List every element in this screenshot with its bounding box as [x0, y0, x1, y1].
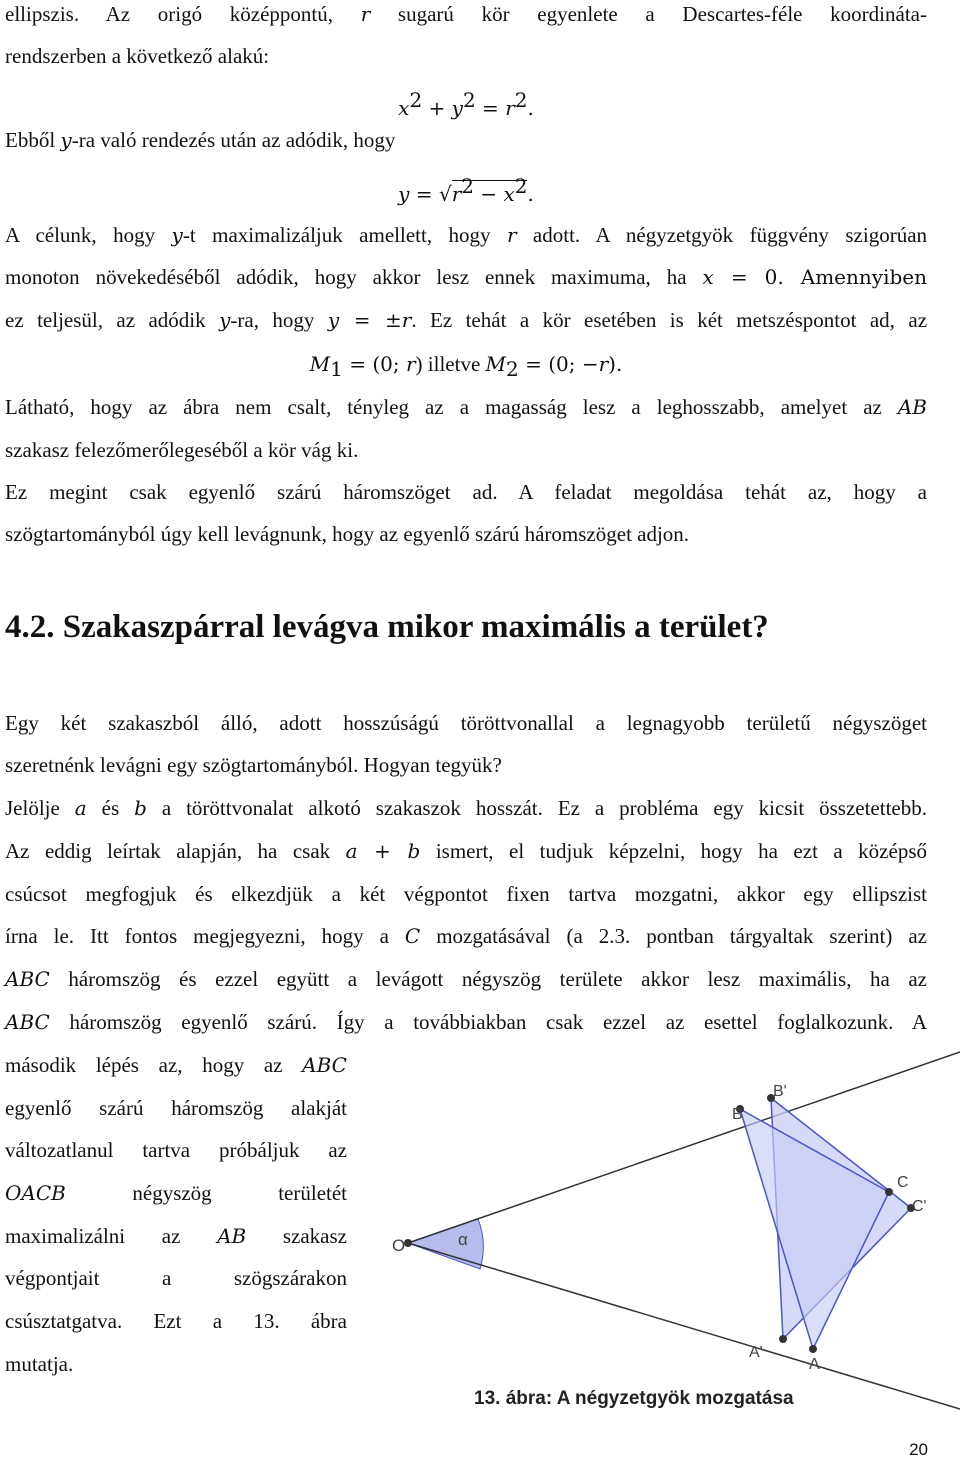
- text-line: egyenlő szárú háromszög alakját: [5, 1096, 347, 1120]
- text-line: szögtartományból úgy kell levágnunk, hogy az egyenlő szárú háromszöget adjon.: [5, 522, 690, 546]
- text-line: második lépés az, hogy az ABC: [5, 1053, 347, 1077]
- label-b-prime: B': [773, 1083, 787, 1100]
- point-a-prime: [779, 1335, 787, 1343]
- text-line: ez teljesül, az adódik y-ra, hogy y = ±r. Ez tehát a kör esetében is két metszéspontot ad, az: [5, 308, 928, 332]
- quadrilateral-figure: [368, 1047, 960, 1419]
- equation-sqrt: $y = √r^2 - x^2$.: [398, 174, 534, 206]
- page-number: 20: [909, 1440, 928, 1459]
- ray-lower: [408, 1243, 960, 1409]
- equation-intersections: $M_1 = (0$; r) illetve $M_2 = (0$; −r).: [309, 352, 623, 382]
- text-line: ABC háromszög és ezzel együtt a levágott négyszög területe akkor lesz maximális, ha az: [5, 967, 927, 991]
- point-c: [885, 1188, 893, 1196]
- label-b: B: [732, 1106, 743, 1123]
- text-line: Ebből y-ra való rendezés után az adódik, hogy: [5, 128, 396, 152]
- text-line: mutatja.: [5, 1352, 74, 1376]
- figure-caption: 13. ábra: A négyzetgyök mozgatása: [474, 1388, 794, 1409]
- text-line: Ez megint csak egyenlő szárú háromszöget ad. A feladat megoldása tehát az, hogy a: [5, 480, 927, 504]
- text-line: Egy két szakaszból álló, adott hosszúságú töröttvonallal a legnagyobb területű négyszöget: [5, 711, 927, 735]
- text-line: szakasz felezőmerőlegeséből a kör vág ki.: [5, 438, 359, 462]
- text-line: ellipszis. Az origó középpontú, r sugarú kör egyenlete a Descartes-féle koordináta-: [5, 2, 927, 26]
- text-line: szeretnénk levágni egy szögtartományból. Hogyan tegyük?: [5, 753, 502, 777]
- label-c-prime: C': [912, 1198, 927, 1215]
- label-alpha: α: [458, 1230, 468, 1249]
- label-a-prime: A': [749, 1344, 763, 1361]
- label-a: A: [809, 1356, 820, 1373]
- text-line: Jelölje a és b a töröttvonalat alkotó szakaszok hosszát. Ez a probléma egy kicsit összetettebb.: [5, 796, 927, 820]
- text-line: OACB négyszög területét: [5, 1181, 347, 1205]
- text-line: Látható, hogy az ábra nem csalt, tényleg az a magasság lesz a leghosszabb, amelyet az AB: [5, 395, 927, 419]
- text-line: írna le. Itt fontos megjegyezni, hogy a C mozgatásával (a 2.3. pontban tárgyaltak szerint) az: [5, 924, 927, 948]
- text-line: végpontjait a szögszárakon: [5, 1266, 347, 1290]
- label-o: O: [392, 1236, 406, 1255]
- equation-circle: $x^2 + y^2 = r^2$.: [398, 88, 534, 120]
- text-line: változatlanul tartva próbáljuk az: [5, 1138, 347, 1162]
- point-a: [809, 1345, 817, 1353]
- label-c: C: [897, 1174, 909, 1191]
- text-line: maximalizálni az AB szakasz: [5, 1224, 347, 1248]
- section-heading: 4.2. Szakaszpárral levágva mikor maximális a terület?: [5, 609, 769, 645]
- text-line: rendszerben a következő alakú:: [5, 44, 270, 68]
- text-line: csúcsot megfogjuk és elkezdjük a két végpontot fixen tartva mozgatni, akkor egy ellipszist: [5, 882, 927, 906]
- text-line: ABC háromszög egyenlő szárú. Így a továbbiakban csak ezzel az esettel foglalkozunk. A: [5, 1010, 927, 1034]
- text-line: monoton növekedéséből adódik, hogy akkor lesz ennek maximuma, ha x = 0. Amennyiben: [5, 265, 927, 289]
- text-line: csúsztatgatva. Ezt a 13. ábra: [5, 1309, 347, 1333]
- text-line: Az eddig leírtak alapján, ha csak a + b ismert, el tudjuk képzelni, hogy ha ezt a középső: [5, 839, 927, 863]
- text-line: A célunk, hogy y-t maximalizáljuk amellett, hogy r adott. A négyzetgyök függvény szigorúan: [5, 223, 928, 247]
